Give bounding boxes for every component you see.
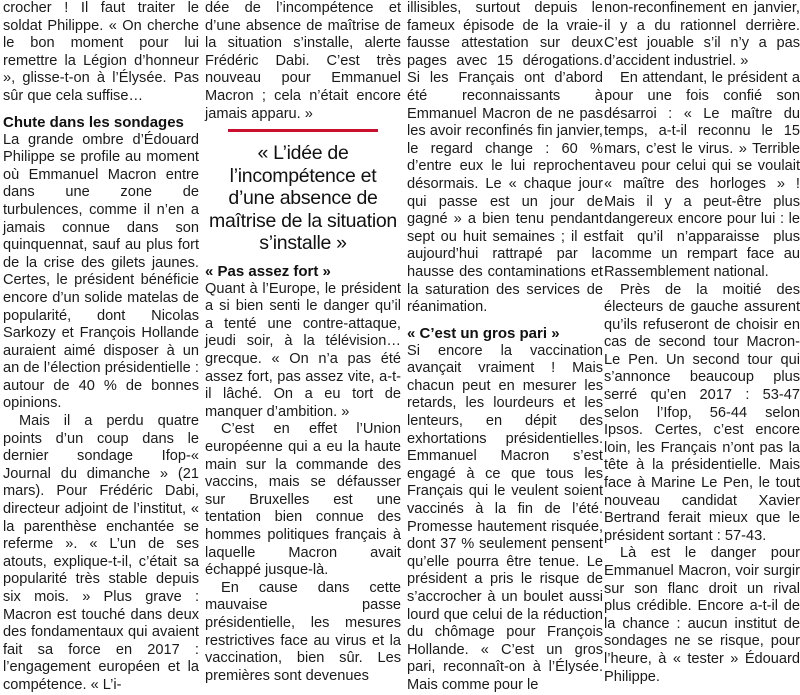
paragraph: En cause dans cette mauvaise passe présidentielle, les mesures restrictives face au virus et la vaccination, bien sûr. Les premières sont devenues <box>205 579 401 684</box>
subheading-pas-assez-fort: « Pas assez fort » <box>205 262 331 280</box>
paragraph: crocher ! Il faut traiter le soldat Philippe. « On cherche le bon moment pour lui remettre la Légion d’honneur », glisse-t-on à l’Élysée. Pas sûr que cela suffise… <box>3 0 199 104</box>
paragraph: C’est en effet l’Union européenne qui a eu la haute main sur la commande des vaccins, mais se défausser sur Bruxelles est une tentation bien connue des hommes politiques français à laquelle Macron avait échappé jusque-là. <box>205 421 401 579</box>
pull-quote-text: « L’idée de l’incompétence et d’une absence de maîtrise de la situation s’installe » <box>209 142 397 255</box>
article-column-1 <box>3 0 199 693</box>
paragraph: non-reconfinement en janvier, il y a du rationnel derrière. C’est jouable s’il n’y a pas d’accident industriel. » <box>604 0 800 69</box>
paragraph: Quant à l’Europe, le président a si bien senti le danger qu’il a tenté une contre-attaque, jeudi soir, à la télévision… grecque. « On n’a pas été assez fort, pas assez vite, a-t-il lâché. On a eu tort de manquer d’ambition. » <box>205 280 401 420</box>
paragraph: Près de la moitié des électeurs de gauche assurent qu’ils refuseront de choisir en cas de second tour Macron-Le Pen. Un second tour qui s’annonce beaucoup plus serré qu’en 2017 : 53-47 selon l’Ifop, 56-44 selon Ipsos. Certes, c’est encore loin, les Français n’ont pas la tête à la présidentielle. Mais face à Marine Le Pen, le tout nouveau candidat Xavier Bertrand ferait mieux que le président sortant : 57-43. <box>604 281 800 544</box>
paragraph: En attendant, le président a pour une fois confié son désarroi : « Le maître du temps, a-t-il reconnu le 15 mars, c’est le virus. » Terrible aveu pour celui qui se voulait « maître des horloges » ! Mais il y a peut-être plus dangereux encore pour lui : le fait qu’il n’apparaisse plus comme un rempart face au Rassemblement national. <box>604 70 800 280</box>
subheading-gros-pari: « C’est un gros pari » <box>407 324 560 342</box>
article-column-4 <box>604 0 800 685</box>
subheading-chute-sondages: Chute dans les sondages <box>3 113 184 131</box>
article-column-3 <box>407 0 603 693</box>
paragraph: illisibles, surtout depuis le fameux épisode de la vraie-fausse attestation sur deux pages avec 15 dérogations. Si les Français ont d’abord été reconnaissants à Emmanuel Macron de ne pas les avoir reconfinés fin janvier, le regard change : 60 % d’entre eux le lui reprochent désormais. Le « chaque jour qui passe est un jour de gagné » a bien tenu pendant sept ou huit semaines ; il est aujourd’hui rattrapé par la hausse des contaminations et la saturation des services de réanimation. <box>407 0 603 316</box>
paragraph: Là est le danger pour Emmanuel Macron, voir surgir sur son flanc droit un rival plus crédible. Encore a-t-il de la chance : aucun institut de sondages ne se risque, pour l’heure, à « tester » Édouard Philippe. <box>604 545 800 685</box>
paragraph: Mais il a perdu quatre points d’un coup dans le dernier sondage Ifop-« Journal du dimanche » (21 mars). Pour Frédéric Dabi, directeur adjoint de l’institut, « la parenthèse enchantée se referme ». « L’un de ses atouts, explique-t-il, c’était sa popularité très stable depuis six mois. » Plus grave : Macron est touché dans deux des fondamentaux qui avaient fait sa force en 2017 : l’engagement européen et la compétence. « L’i- <box>3 413 199 693</box>
paragraph: Si encore la vaccination avançait vraiment ! Mais chacun peut en mesurer les retards, les lourdeurs et les lenteurs, en dépit des exhortations présidentielles. Emmanuel Macron s’est engagé à ce que tous les Français qui le veulent soient vaccinés à la fin de l’été. Promesse hautement risquée, dont 37 % seulement pensent qu’elle pourra être tenue. Le président a pris le risque de s’accrocher à un boulet aussi lourd que celui de la réduction du chômage pour François Hollande. « C’est un gros pari, reconnaît-on à l’Élysée. Mais comme pour le <box>407 342 603 693</box>
paragraph: dée de l’incompétence et d’une absence de maîtrise de la situation s’installe, alerte Frédéric Dabi. C’est très nouveau pour Emmanuel Macron ; cela n’était encore jamais apparu. » <box>205 0 401 122</box>
paragraph: La grande ombre d’Édouard Philippe se profile au moment où Emmanuel Macron entre dans une zone de turbulences, comme il n’en a jamais connue dans son quinquennat, sauf au plus fort de la crise des gilets jaunes. Certes, le président bénéficie encore d’un solide matelas de popularité, dont Nicolas Sarkozy et François Hollande auraient aimé disposer à un an de l’élection présidentielle : autour de 40 % de bonnes opinions. <box>3 131 199 412</box>
article-column-2 <box>205 0 401 684</box>
pull-quote <box>205 129 401 255</box>
pull-quote-rule <box>228 129 378 132</box>
